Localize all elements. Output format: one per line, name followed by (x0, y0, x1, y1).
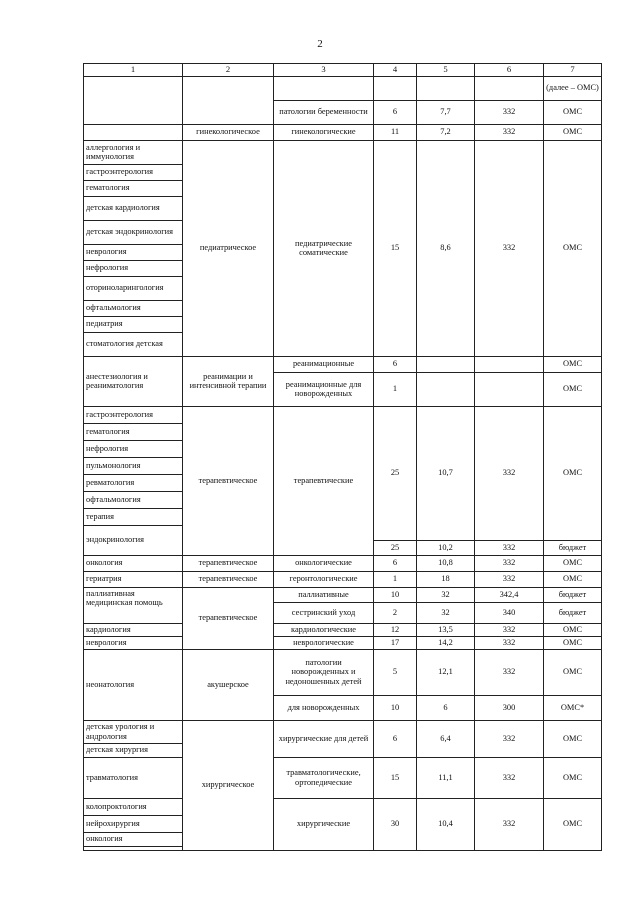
table-cell: кардиологические (274, 623, 374, 636)
table-cell: 340 (475, 602, 544, 623)
table-cell: терапевтические (274, 406, 374, 555)
profile-cell: нейрохирургия (84, 815, 183, 832)
table-cell: бюджет (544, 602, 602, 623)
table-cell: 332 (475, 124, 544, 140)
table-cell (183, 76, 274, 124)
table-cell: неврологические (274, 636, 374, 649)
profile-cell: гериатрия (84, 571, 183, 587)
table-cell: ОМС (544, 555, 602, 571)
table-cell: ОМС (544, 124, 602, 140)
table-cell: 5 (374, 649, 417, 695)
table-cell: ОМС (544, 356, 602, 372)
profile-cell: оториноларингология (84, 276, 183, 300)
table-cell (417, 356, 475, 372)
table-cell (84, 76, 183, 124)
table-cell (84, 846, 183, 850)
table-cell: ОМС (544, 636, 602, 649)
column-header: 1 (84, 64, 183, 77)
table-cell: 332 (475, 571, 544, 587)
table-cell (374, 76, 417, 100)
table-cell: 1 (374, 571, 417, 587)
table-row (84, 406, 602, 423)
table-cell: 6 (374, 356, 417, 372)
table-cell: ОМС (544, 372, 602, 406)
table-cell: ОМС (544, 798, 602, 850)
profile-cell: нефрология (84, 440, 183, 457)
table-cell: сестринский уход (274, 602, 374, 623)
table-cell: 332 (475, 636, 544, 649)
table-cell: патологии новорожденных и недоношенных детей (274, 649, 374, 695)
table-cell: 332 (475, 720, 544, 757)
table-row (84, 649, 602, 695)
table-cell: 332 (475, 798, 544, 850)
table-cell (475, 356, 544, 372)
table-cell: реанимации и интенсивной терапии (183, 356, 274, 406)
table-cell: 332 (475, 623, 544, 636)
profile-cell: эндокринология (84, 525, 183, 555)
table-cell: 10,2 (417, 540, 475, 555)
bed-fund-table (83, 63, 602, 851)
table-row (84, 140, 602, 164)
table-cell (417, 372, 475, 406)
table-cell: геронтологические (274, 571, 374, 587)
table-row (84, 798, 602, 815)
profile-cell: офтальмология (84, 491, 183, 508)
table-row (84, 356, 602, 372)
table-row (84, 636, 602, 649)
table-row (84, 571, 602, 587)
table-cell: бюджет (544, 540, 602, 555)
profile-cell: детская хирургия (84, 743, 183, 757)
column-header: 4 (374, 64, 417, 77)
column-header: 7 (544, 64, 602, 77)
profile-cell: аллергология и иммунология (84, 140, 183, 164)
table-row (84, 124, 602, 140)
table-cell: 332 (475, 540, 544, 555)
column-header: 6 (475, 64, 544, 77)
table-cell: 14,2 (417, 636, 475, 649)
profile-cell: гематология (84, 180, 183, 196)
table-cell: 15 (374, 757, 417, 798)
table-cell: ОМС (544, 140, 602, 356)
profile-cell: травматология (84, 757, 183, 798)
table-cell: ОМС (544, 649, 602, 695)
table-cell: 8,6 (417, 140, 475, 356)
table-cell: травматологические, ортопедические (274, 757, 374, 798)
table-cell: педиатрическое (183, 140, 274, 356)
table-cell: ОМС (544, 406, 602, 540)
profile-cell: паллиативная медицинская помощь (84, 587, 183, 623)
table-cell: реанимационные для новорожденных (274, 372, 374, 406)
profile-cell: гастроэнтерология (84, 164, 183, 180)
table-cell: 6 (417, 695, 475, 720)
profile-cell: гематология (84, 423, 183, 440)
table-cell (475, 372, 544, 406)
table-cell: терапевтическое (183, 555, 274, 571)
profile-cell: детская эндокринология (84, 220, 183, 244)
profile-cell: гастроэнтерология (84, 406, 183, 423)
table-cell: 332 (475, 140, 544, 356)
table-cell: 18 (417, 571, 475, 587)
table-cell: 17 (374, 636, 417, 649)
profile-cell: терапия (84, 508, 183, 525)
table-cell (84, 124, 183, 140)
table-cell: ОМС (544, 623, 602, 636)
table-cell: паллиативные (274, 587, 374, 602)
table-cell: 12 (374, 623, 417, 636)
table-row (84, 720, 602, 743)
table-cell: 6 (374, 100, 417, 124)
table-cell: 332 (475, 649, 544, 695)
table-cell (475, 76, 544, 100)
table-cell: ОМС (544, 720, 602, 757)
table-cell: 6 (374, 720, 417, 757)
table-cell: терапевтическое (183, 587, 274, 649)
table-cell: для новорожденных (274, 695, 374, 720)
table-cell: 10,4 (417, 798, 475, 850)
table-cell: хирургические (274, 798, 374, 850)
profile-cell: ревматология (84, 474, 183, 491)
table-cell: 1 (374, 372, 417, 406)
table-cell: патологии беременности (274, 100, 374, 124)
table-cell: 6 (374, 555, 417, 571)
table-cell: ОМС (544, 757, 602, 798)
table-cell: терапевтическое (183, 571, 274, 587)
table-cell: гинекологические (274, 124, 374, 140)
header-row (84, 64, 602, 77)
table-cell: 332 (475, 406, 544, 540)
table-cell: 13,5 (417, 623, 475, 636)
table-cell: 332 (475, 757, 544, 798)
table-row (84, 587, 602, 602)
profile-cell: нефрология (84, 260, 183, 276)
table-cell: 32 (417, 602, 475, 623)
table-cell: 25 (374, 540, 417, 555)
table-cell: хирургическое (183, 720, 274, 850)
profile-cell: кардиология (84, 623, 183, 636)
table-cell: 25 (374, 406, 417, 540)
profile-cell: неврология (84, 244, 183, 260)
profile-cell: офтальмология (84, 300, 183, 316)
profile-cell: детская кардиология (84, 196, 183, 220)
table-cell: хирургические для детей (274, 720, 374, 757)
table-cell: ОМС (544, 571, 602, 587)
table-cell: терапевтическое (183, 406, 274, 555)
table-cell: 11,1 (417, 757, 475, 798)
table-cell: 32 (417, 587, 475, 602)
table-cell: ОМС* (544, 695, 602, 720)
profile-cell: педиатрия (84, 316, 183, 332)
table-cell: 15 (374, 140, 417, 356)
profile-cell: детская урология и андрология (84, 720, 183, 743)
profile-cell: стоматология детская (84, 332, 183, 356)
table-cell: бюджет (544, 587, 602, 602)
profile-cell: неонатология (84, 649, 183, 720)
table-cell: 11 (374, 124, 417, 140)
table-row (84, 76, 602, 100)
table-cell: 10,7 (417, 406, 475, 540)
table-cell: 6,4 (417, 720, 475, 757)
table-cell: 342,4 (475, 587, 544, 602)
column-header: 3 (274, 64, 374, 77)
table-cell: 10,8 (417, 555, 475, 571)
table-cell: реанимационные (274, 356, 374, 372)
table-cell: 10 (374, 587, 417, 602)
table-cell (274, 76, 374, 100)
table-row (84, 623, 602, 636)
table-cell: 332 (475, 100, 544, 124)
page-number: 2 (317, 38, 323, 50)
table-cell: 10 (374, 695, 417, 720)
table-cell: педиатрические соматические (274, 140, 374, 356)
table-cell: 300 (475, 695, 544, 720)
table-cell: акушерское (183, 649, 274, 720)
table-cell: 12,1 (417, 649, 475, 695)
profile-cell: колопроктология (84, 798, 183, 815)
table-cell: онкологические (274, 555, 374, 571)
column-header: 2 (183, 64, 274, 77)
column-header: 5 (417, 64, 475, 77)
table-row (84, 757, 602, 798)
profile-cell: онкология (84, 832, 183, 846)
table-cell (417, 76, 475, 100)
table-row (84, 555, 602, 571)
table-cell: (далее – ОМС) (544, 76, 602, 100)
profile-cell: пульмонология (84, 457, 183, 474)
table-cell: 7,7 (417, 100, 475, 124)
table-cell: 332 (475, 555, 544, 571)
profile-cell: онкология (84, 555, 183, 571)
table-cell: 30 (374, 798, 417, 850)
table-cell: 2 (374, 602, 417, 623)
table-cell: 7,2 (417, 124, 475, 140)
profile-cell: анестезиология и реаниматология (84, 356, 183, 406)
profile-cell: неврология (84, 636, 183, 649)
table-cell: ОМС (544, 100, 602, 124)
table-cell: гинекологическое (183, 124, 274, 140)
